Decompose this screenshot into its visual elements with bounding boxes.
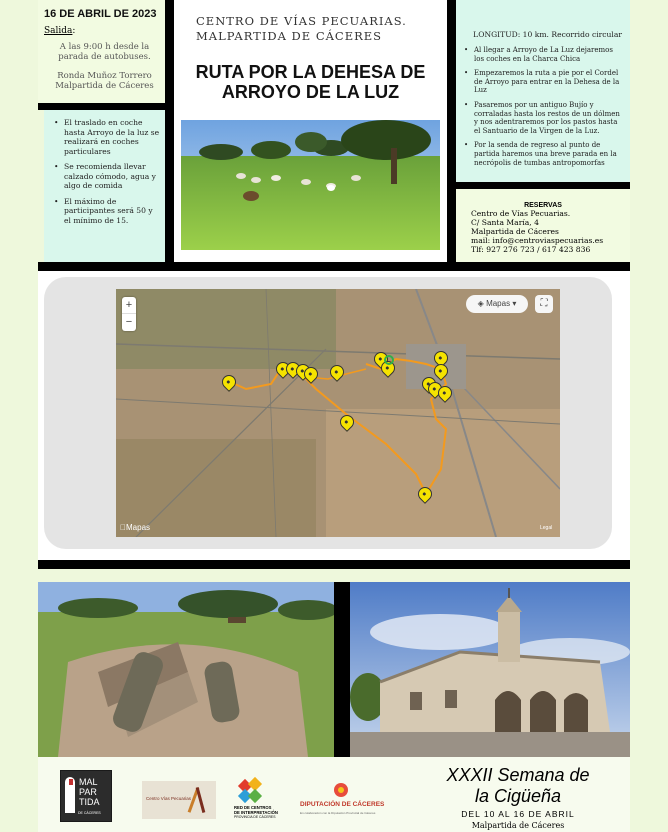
map-layers-button[interactable] [466, 295, 528, 313]
red-centros-line-1: RED DE CENTROS [234, 805, 272, 810]
vias-pecuarias-logo-text: Centro Vías Pecuarias [146, 796, 192, 801]
event-title-line-2: la Cigüeña [474, 786, 562, 806]
reservations-email: mail: info@centroviaspecuarias.es [471, 236, 604, 245]
map-zoom-control [122, 297, 136, 331]
footer [38, 757, 630, 832]
reservations-panel [456, 189, 630, 262]
diputacion-logo-small: En colaboración con la Diputación Provincial de Cáceres [300, 811, 376, 815]
map-satellite [116, 289, 560, 537]
route-step-4: • Por la senda de regreso al punto de partida haremos una breve parada en la necrópolis de tumbas antropomorfas [464, 141, 622, 167]
reservations-line-2: C/ Santa María, 4 [471, 218, 539, 227]
fullscreen-button[interactable] [535, 295, 553, 313]
page-title-line-2: ARROYO DE LA LUZ [221, 82, 400, 102]
org-name-line-2: MALPARTIDA DE CÁCERES [196, 29, 383, 43]
malpartida-logo-line-1: MAL [79, 777, 98, 787]
divider-top-right [456, 182, 630, 189]
org-name-line-1: CENTRO DE VÍAS PECUARIAS. [196, 14, 407, 28]
info-item-transport: • El traslado en coche hasta Arroyo de la luz se realizará en coches particulares [54, 118, 161, 156]
event-place: Malpartida de Cáceres [471, 821, 565, 830]
diputacion-logo-text: DIPUTACIÓN DE CÁCERES [300, 801, 385, 808]
address-line-1: Ronda Muñoz Torrero [57, 71, 152, 81]
reservations-title: RESERVAS [524, 202, 562, 209]
map-legal-link[interactable]: Legal [540, 525, 553, 531]
dehesa-photo [181, 120, 440, 250]
info-panel [44, 110, 165, 262]
route-step-2: • Empezaremos la ruta a pie por el Cordel de Arroyo para entrar en la Dehesa de la Luz [464, 69, 622, 95]
map-frame [44, 277, 612, 549]
route-step-1: • Al llegar a Arroyo de La Luz dejaremos los coches en la Charca Chica [464, 46, 622, 63]
malpartida-logo-small: DE CÁCERES [78, 811, 101, 815]
header-panel [174, 0, 447, 262]
map-start-marker-icon[interactable] [384, 355, 394, 365]
page-title-line-1: RUTA POR LA DEHESA DE [195, 62, 426, 82]
salida-label: Salida [44, 26, 73, 36]
layers-icon: ◈ [477, 299, 484, 308]
salida-colon: : [72, 26, 76, 36]
fullscreen-icon: ⛶ [540, 298, 548, 309]
malpartida-logo [60, 770, 112, 822]
event-title-line-1: XXXII Semana de [446, 765, 590, 785]
reservations-line-1: Centro de Vías Pecuarias. [471, 209, 571, 218]
vias-pecuarias-logo [142, 781, 216, 819]
zoom-out-button[interactable]: − [122, 313, 136, 330]
divider-top-left [38, 103, 166, 110]
event-date: 16 DE ABRIL DE 2023 [44, 8, 157, 20]
red-centros-line-3: PROVINCIA DE CÁCERES [234, 815, 276, 819]
diputacion-logo [300, 783, 386, 823]
reservations-line-3: Malpartida de Cáceres [471, 227, 559, 236]
divider-photos [334, 582, 350, 757]
reservations-phone: Tlf: 927 276 723 / 617 423 836 [471, 245, 591, 254]
divider-right-vertical [447, 0, 456, 262]
tombs-photo [38, 582, 334, 757]
map-layers-label: Mapas [486, 299, 511, 308]
info-item-gear: • Se recomienda llevar calzado cómodo, agua y algo de comida [54, 162, 161, 191]
divider-above-map [38, 262, 630, 271]
malpartida-logo-line-2: PAR [79, 787, 97, 797]
address-line-2: Malpartida de Cáceres [55, 81, 154, 91]
sanctuary-photo [350, 582, 630, 757]
route-panel [456, 0, 630, 182]
departure-panel [38, 0, 165, 103]
chevron-down-icon: ▾ [512, 299, 517, 308]
salida-line-1: A las 9:00 h desde la [59, 42, 150, 52]
route-step-3: • Pasaremos por un antiguo Bujío y corraladas hasta los restos de un dólmen y nos adentraremos por los pastos hasta el Santuario de la Virgen de la Luz. [464, 101, 622, 135]
malpartida-logo-line-3: TIDA [79, 797, 100, 807]
divider-left-vertical [165, 0, 174, 262]
zoom-in-button[interactable]: + [125, 299, 133, 311]
info-item-participants: • El máximo de participantes será 50 y el mínimo de 15. [54, 197, 161, 226]
divider-below-map [38, 560, 630, 569]
map-section [38, 271, 630, 560]
event-dates: DEL 10 AL 16 DE ABRIL [461, 809, 575, 819]
salida-line-2: parada de autobuses. [58, 52, 151, 62]
route-map[interactable] [116, 289, 560, 537]
red-centros-logo [234, 779, 280, 827]
red-centros-line-2: DE INTERPRETACIÓN [234, 810, 278, 815]
route-length: LONGITUD: 10 km. Recorrido circular [473, 30, 622, 39]
map-watermark: Mapas [120, 523, 145, 532]
